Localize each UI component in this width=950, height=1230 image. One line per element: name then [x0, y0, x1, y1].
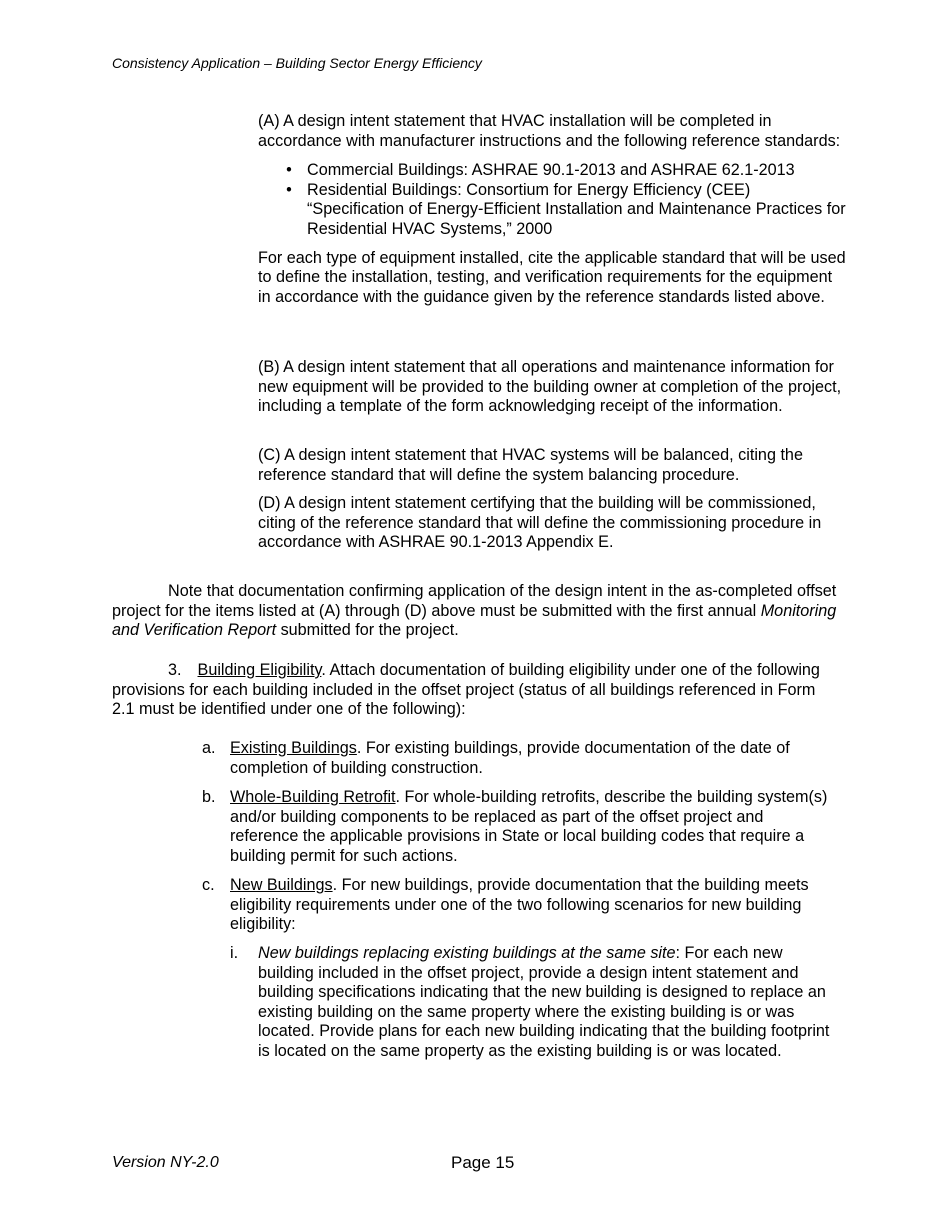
- subitem-label: c.: [202, 876, 215, 894]
- list-item: [258, 181, 848, 240]
- section-d-text: (D) A design intent statement certifying that the building will be commissioned, citing of the reference standard that will define the commissioning procedure in accordance with ASHRAE 90.1-2013 Appendix E.: [258, 494, 822, 552]
- section-b: [258, 358, 848, 417]
- bullet-icon: •: [286, 161, 292, 180]
- subitem-title: New Buildings: [230, 876, 333, 894]
- bullet-icon: •: [286, 180, 292, 199]
- subitem-title: Existing Buildings: [230, 739, 357, 757]
- item-3-building-eligibility: 3. Building Eligibility. Attach documentation of building eligibility under one of the following provisions for each building included in the offset project (status of all buildings referenced in Form 2.1 must be identified under one of the following):: [112, 661, 820, 719]
- subitem-title: Whole-Building Retrofit: [230, 788, 396, 806]
- subitem-label: a.: [202, 739, 216, 757]
- section-c: [258, 446, 848, 485]
- bullet-text: Commercial Buildings: ASHRAE 90.1-2013 and ASHRAE 62.1-2013: [307, 161, 795, 180]
- report-title: Monitoring and Verification Report: [112, 601, 837, 640]
- section-b-text: (B) A design intent statement that all operations and maintenance information for new equipment will be provided to the building owner at completion of the project, including a template of the form acknowledging receipt of the information.: [258, 358, 842, 416]
- section-a: [258, 112, 848, 307]
- note-paragraph: Note that documentation confirming application of the design intent in the as-completed offset project for the items listed at (A) through (D) above must be submitted with the first annual Monitoring and Verification Report submitted for the project.: [112, 582, 837, 640]
- subitem-title: New buildings replacing existing buildings at the same site: [258, 944, 676, 962]
- subitem-new-replacing-existing: i. New buildings replacing existing buildings at the same site: For each new building included in the offset project, provide a design intent statement and building specifications indicating that the new building is designed to replace an existing building on the same property where the existing building is or was located. Provide plans for each new building indicating that the building footprint is located on the same property as the existing building is or was located.: [230, 944, 830, 1060]
- subitem-existing-buildings: a. Existing Buildings. For existing buildings, provide documentation of the date of completion of building construction.: [202, 739, 790, 777]
- page-header: Consistency Application – Building Sector Energy Efficiency: [112, 55, 482, 71]
- reference-standards-list: [258, 161, 848, 239]
- footer-page-number: Page 15: [451, 1153, 515, 1172]
- subitem-label: i.: [230, 944, 239, 962]
- item-3-number: 3.: [168, 661, 182, 679]
- subitem-whole-building-retrofit: b. Whole-Building Retrofit. For whole-building retrofits, describe the building system(s) and/or building components to be replaced as part of the offset project and reference the applicable provisions in State or local building codes that require a building permit for such actions.: [202, 788, 828, 865]
- section-c-text: (C) A design intent statement that HVAC systems will be balanced, citing the reference standard that will define the system balancing procedure.: [258, 446, 803, 484]
- section-a-followup: For each type of equipment installed, cite the applicable standard that will be used to define the installation, testing, and verification requirements for the equipment in accordance with the guidance given by the reference standards listed above.: [258, 248, 846, 306]
- footer-version: Version NY-2.0: [112, 1154, 219, 1171]
- section-a-text: (A) A design intent statement that HVAC installation will be completed in accordance with manufacturer instructions and the following reference standards:: [258, 112, 841, 150]
- section-d: [258, 494, 848, 553]
- list-item: [258, 161, 848, 181]
- subitem-label: b.: [202, 788, 216, 806]
- subitem-new-buildings: c. New Buildings. For new buildings, provide documentation that the building meets eligibility requirements under one of the two following scenarios for new building eligibility:: [202, 876, 809, 934]
- bullet-text: Residential Buildings: Consortium for Energy Efficiency (CEE) “Specification of Energy-Efficient Installation and Maintenance Practices for Residential HVAC Systems,” 2000: [307, 180, 846, 238]
- item-3-title: Building Eligibility: [197, 661, 322, 679]
